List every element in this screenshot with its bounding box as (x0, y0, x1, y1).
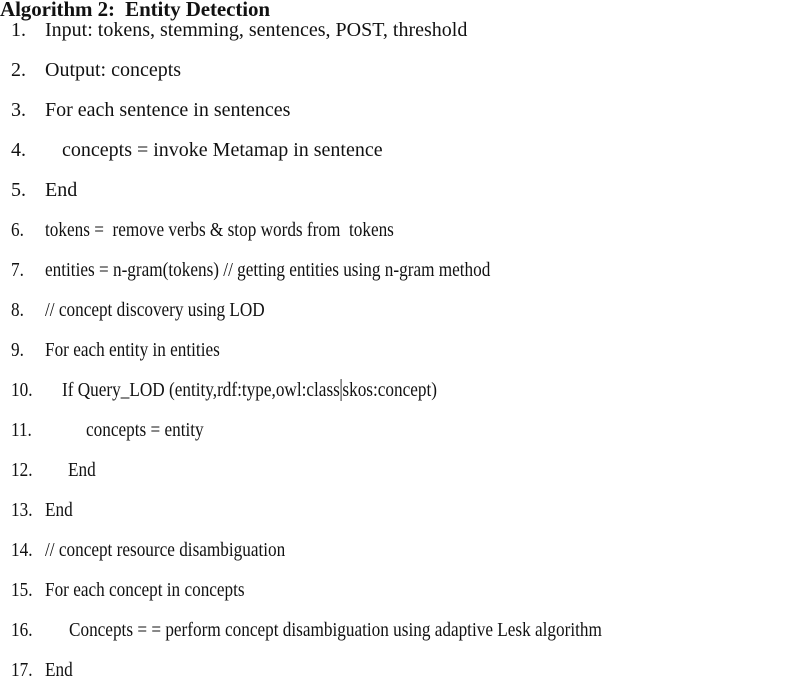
line-number: 5. (11, 179, 26, 201)
line-text: concepts = entity (86, 419, 204, 441)
line-text: End (45, 499, 73, 521)
line-number: 11. (11, 419, 32, 441)
algorithm-line (0, 377, 785, 403)
line-text: tokens = remove verbs & stop words from tokens (45, 219, 394, 241)
algorithm-line (0, 297, 785, 323)
line-number: 4. (11, 139, 26, 161)
line-number: 1. (11, 19, 26, 41)
line-text-part: If Query_LOD (entity,rdf:type,owl:class (62, 379, 340, 401)
line-number: 6. (11, 219, 24, 241)
algorithm-line (0, 417, 785, 443)
line-number: 10. (11, 379, 33, 401)
algorithm-line (0, 97, 785, 123)
line-number: 2. (11, 59, 26, 81)
line-text: // concept resource disambiguation (45, 539, 286, 561)
line-text: For each concept in concepts (45, 579, 245, 601)
algorithm-line (0, 537, 785, 563)
line-text: End (68, 459, 96, 481)
line-text: entities = n-gram(tokens) // getting entities using n-gram method (45, 259, 491, 281)
algorithm-line (0, 337, 785, 363)
line-text: For each sentence in sentences (45, 99, 291, 121)
line-number: 3. (11, 99, 26, 121)
algorithm-line (0, 617, 785, 643)
line-text-part: skos:concept) (342, 379, 438, 401)
line-number: 17. (11, 659, 33, 681)
line-text: // concept discovery using LOD (45, 299, 265, 321)
line-text: For each entity in entities (45, 339, 220, 361)
algorithm-line (0, 657, 785, 683)
line-text (62, 377, 437, 403)
line-text: End (45, 659, 73, 681)
algorithm-line (0, 577, 785, 603)
line-number: 13. (11, 499, 33, 521)
line-number: 12. (11, 459, 33, 481)
algorithm-line (0, 457, 785, 483)
line-number: 16. (11, 619, 33, 641)
algorithm-line (0, 257, 785, 283)
algorithm-line (0, 497, 785, 523)
line-number: 7. (11, 259, 24, 281)
algorithm-line (0, 137, 785, 163)
line-text: concepts = invoke Metamap in sentence (62, 139, 383, 161)
algorithm-line (0, 217, 785, 243)
line-text: Input: tokens, stemming, sentences, POST, threshold (45, 19, 468, 41)
line-number: 8. (11, 299, 24, 321)
algorithm-line (0, 17, 785, 43)
line-text: End (45, 179, 78, 201)
line-number: 14. (11, 539, 33, 561)
algorithm-line (0, 57, 785, 83)
line-text: Concepts = = perform concept disambiguation using adaptive Lesk algorithm (69, 619, 602, 641)
algorithm-line (0, 177, 785, 203)
line-number: 15. (11, 579, 33, 601)
algorithm-title: Algorithm 2: Entity Detection (0, 0, 270, 21)
line-number: 9. (11, 339, 24, 361)
line-text: Output: concepts (45, 59, 182, 81)
